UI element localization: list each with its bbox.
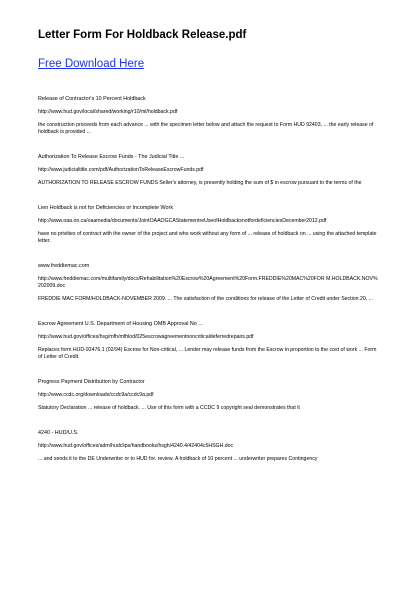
result-title: Release of Contractor's 10 Percent Holdback	[38, 96, 146, 102]
result-title: www.freddiemac.com	[38, 263, 90, 269]
result-url[interactable]: http://www.hud.gov/offices/adm/hudclips/handbooks/hsgh/4240.4/42404c5HSGH.doc	[38, 443, 234, 449]
result-snippet: the construction proceeds from each advance ... with the specimen letter below and attach the request to Form HUD 92403, ... the early release of holdback is provided ...	[38, 122, 374, 135]
result-url[interactable]: http://www.hud.gov/local/shared/working/r10/ml/holdback.pdf	[38, 109, 178, 115]
result-item	[38, 321, 380, 361]
result-item	[38, 205, 380, 245]
search-results-list	[38, 96, 380, 463]
result-snippet: Replaces form HUD-92476.1 (02/94) Escrow for Non-critical, ... Lender may release funds from the Escrow in proportion to the cost of work ... Form of Letter of Credit.	[38, 347, 377, 360]
result-item	[38, 263, 380, 303]
result-item	[38, 96, 380, 136]
result-url[interactable]: http://www.freddiemac.com/multifamily/docs/Rehabilitation%20Escrow%20Agreement%20Form.FREDDIE%20MAC%20FOR M.HOLDBACK.NOV%202009.doc	[38, 276, 378, 289]
result-title: 4240 - HUD/U.S.	[38, 430, 79, 436]
result-title: Progress Payment Distribution by Contractor	[38, 379, 145, 385]
result-item	[38, 154, 380, 187]
document-title: Letter Form For Holdback Release.pdf	[38, 29, 247, 41]
result-url[interactable]: http://www.ccdc.org/downloads/ccdc9a/ccdc9a.pdf	[38, 392, 154, 398]
result-item	[38, 379, 380, 412]
result-snippet: ... and sends it to the DE Underwriter or to HUD for. review. A holdback of 10 percent ... underwriter prepares Contingency	[38, 456, 318, 462]
result-snippet: have no privities of contract with the owner of the project and who work without any form of ... release of holdback on ... using the attached template letter.	[38, 231, 377, 244]
result-title: Lien Holdback is not for Deficiencies or Incomplete Work	[38, 205, 174, 211]
free-download-link[interactable]: Free Download Here	[38, 58, 145, 70]
result-snippet: Statutory Declaration ... release of holdback. ... Use of this form with a CCDC 9 copyright seal demonstrates that it	[38, 405, 300, 411]
result-url[interactable]: http://www.hud.gov/offices/hsg/mfh/mfhlod/025escrowagreementnoncriticaldeferredrepairs.pdf	[38, 334, 254, 340]
result-title: Escrow Agreement U.S. Department of Housing OMB Approval No ...	[38, 321, 203, 327]
result-url[interactable]: http://www.oaa.on.ca/oaamedia/documents/JointOAAOGCAStatementreUseofHoldbacksnotfordeficienciesDecember2012.pdf	[38, 218, 327, 224]
result-url[interactable]: http://www.judicialtitle.com/pdf/AuthorizationToReleaseEscrowFunds.pdf	[38, 167, 204, 173]
result-item	[38, 430, 380, 463]
result-snippet: FREDDIE MAC FORM/HOLDBACK-NOVEMBER 2009. ... The satisfaction of the conditions for release of the Letter of Credit under Section 20, ...	[38, 296, 373, 302]
result-snippet: AUTHORIZATION TO RELEASE ESCROW FUNDS Seller's attorney, is presently holding the sum of $ in escrow pursuant to the terms of the	[38, 180, 362, 186]
result-title: Authorization To Release Escrow Funds - The Judicial Title ...	[38, 154, 185, 160]
